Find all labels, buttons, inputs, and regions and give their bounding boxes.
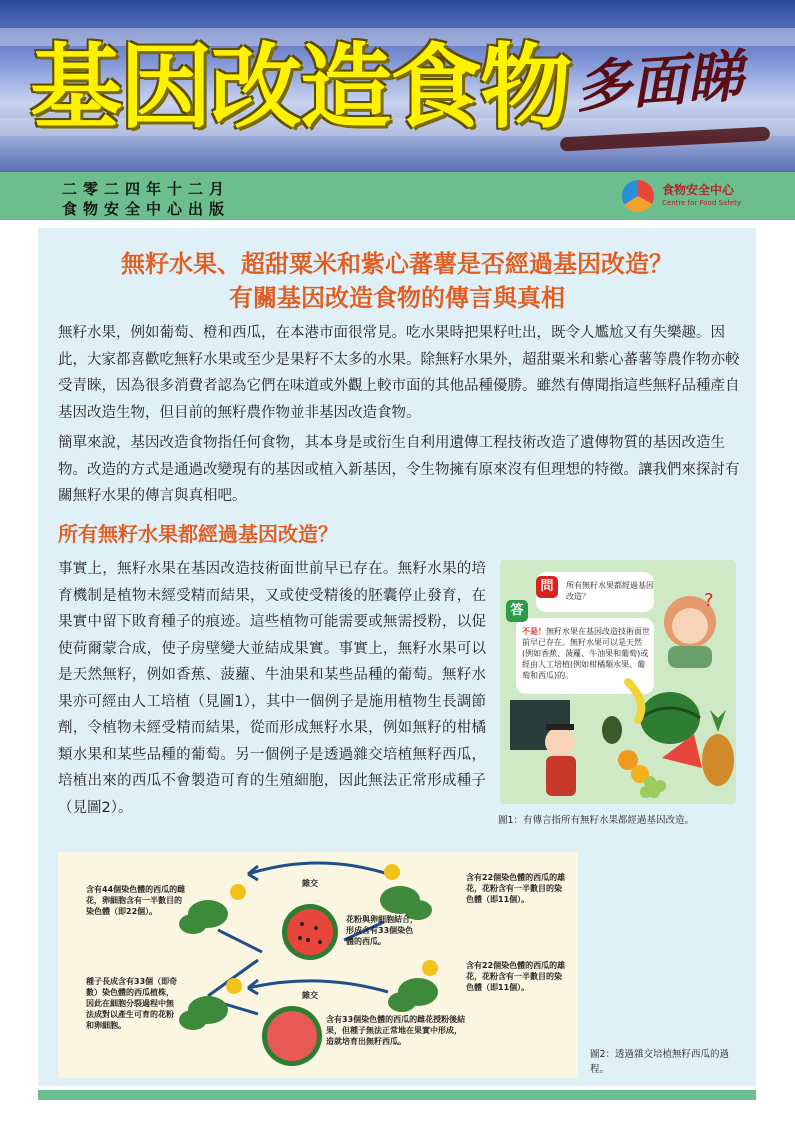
- label-cross-1: 雜交: [302, 879, 318, 888]
- label-female-flower-44: 含有44個染色體的西瓜的雌花，卵細胞含有一半數目的染色體（即22個）。: [86, 885, 186, 916]
- cfs-logo-name: 食物安全中心: [662, 183, 735, 197]
- teacher-character-icon: [510, 700, 576, 796]
- footer-bar: [38, 1090, 756, 1100]
- publisher: 食物安全中心出版: [62, 200, 231, 218]
- banner-subtitle: 多面睇: [573, 43, 746, 121]
- figure-1-illustration: [500, 560, 736, 804]
- girl-character-icon: [664, 590, 716, 668]
- label-cross-2: 雜交: [302, 991, 318, 1000]
- header-banner: [0, 0, 795, 172]
- figure-2-diagram: [58, 852, 578, 1078]
- seedless-watermelon-icon: [262, 1006, 322, 1066]
- article-title-line2: 有關基因改造食物的傳言與真相: [229, 284, 565, 312]
- label-male-flower-22-top: 含有22個染色體的西瓜的雄花，花粉含有一半數目的染色體（即11個）。: [466, 873, 566, 904]
- figure-2-caption: 圖2：透過雜交培植無籽西瓜的過程。: [590, 1049, 730, 1075]
- article-title-line1: 無籽水果、超甜粟米和紫心蕃薯是否經過基因改造？: [121, 250, 673, 278]
- question-text: 所有無籽水果都經過基因改造？: [566, 581, 654, 601]
- banner-title: 基因改造食物: [30, 34, 571, 141]
- figure-1-caption: 圖1：有傳言指所有無籽水果都經過基因改造。: [498, 815, 695, 826]
- answer-body: 無籽水果在基因改造技術面世前早已存在。無籽水果可以是天然(例如香蕉、菠蘿、牛油果和葡萄)或經由人工培植(例如柑橘類水果、葡萄和西瓜)的。: [522, 627, 650, 680]
- answer-emphasis: 不是！: [522, 627, 546, 636]
- cfs-logo-icon: [622, 180, 654, 212]
- svg-text:?: ?: [704, 590, 714, 611]
- answer-badge: 答: [506, 600, 528, 622]
- intro-paragraph: 無籽水果，例如葡萄、橙和西瓜，在本港市面很常見。吃水果時把果籽吐出，既令人尷尬又有失樂趣。因此，大家都喜歡吃無籽水果或至少是果籽不太多的水果。除無籽水果外，超甜粟米和紫心蕃薯等農作物亦較受青睞，因為很多消費者認為它們在味道或外觀上較市面的其他品種優勝。雖然有傳聞指這些無籽品種產自基因改造生物，但目前的無籽農作物並非基因改造食物。: [58, 325, 740, 421]
- label-male-flower-22-bottom: 含有22個染色體的西瓜的雄花，花粉含有一半數目的染色體（即11個）。: [466, 961, 566, 992]
- cfs-logo: [622, 178, 772, 218]
- label-seed-33-plant: 種子長成含有33個（即奇數）染色體的西瓜植株，因此在細胞分裂過程中無法成對以產生可育的花粉和卵細胞。: [86, 977, 178, 1030]
- fruits-illustration-icon: [602, 682, 734, 798]
- label-seedless-result: 含有33個染色體的西瓜的雌花授粉後結果，但種子無法正常地在果實中形成，造就培育出無籽西瓜。: [326, 1015, 466, 1046]
- section-body: 事實上，無籽水果在基因改造技術面世前早已存在。無籽水果的培育機制是植物未經受精而結果，又或使受精後的胚囊停止發育，在果實中留下敗育種子的痕迹。這些植物可能需要或無需授粉，以促使荷爾蒙合成，使子房壁變大並結成果實。事實上，無籽水果可以是天然無籽，例如香蕉、菠蘿、牛油果和某些品種的葡萄。無籽水果亦可經由人工培植（見圖1），其中一個例子是施用植物生長調節劑，令植物未經受精而結果，從而形成無籽水果，例如無籽的柑橘類水果和某些品種的葡萄。另一個例子是透過雜交培植無籽西瓜，培植出來的西瓜不會製造可育的生殖細胞，因此無法正常形成種子（見圖2）。: [58, 561, 486, 816]
- definition-paragraph: 簡單來說，基因改造食物指任何食物，其本身是或衍生自利用遺傳工程技術改造了遺傳物質的基因改造生物。改造的方式是通過改變現有的基因或植入新基因，令生物擁有原來沒有但理想的特徵。讓我們來探討有關無籽水果的傳言與真相吧。: [58, 435, 740, 504]
- question-badge: 問: [536, 576, 558, 598]
- publish-date: 二零二四年十二月: [62, 180, 231, 198]
- figure-1-artwork: [500, 560, 736, 804]
- label-pollination-33: 花粉與卵細胞結合，形成含有33個染色體的西瓜。: [346, 915, 418, 946]
- cfs-logo-english: Centre for Food Safety: [662, 199, 741, 207]
- section-heading: 所有無籽水果都經過基因改造？: [58, 522, 338, 546]
- watermelon-slice-icon: [282, 904, 338, 960]
